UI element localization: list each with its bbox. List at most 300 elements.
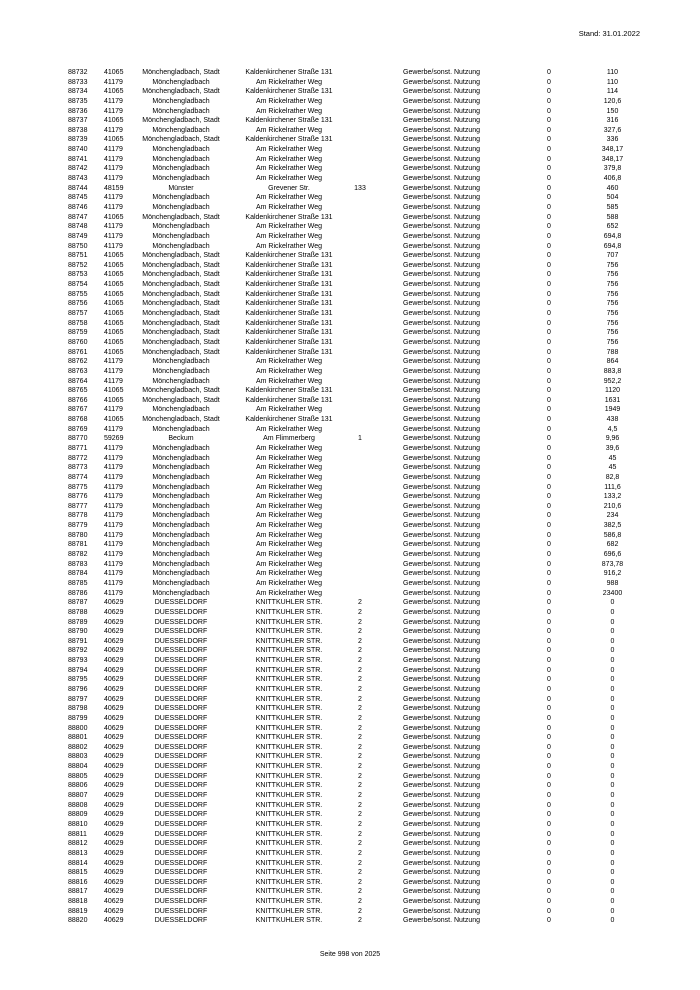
house-number-cell: 2 bbox=[358, 618, 362, 626]
city-cell: Mönchengladbach, Stadt bbox=[142, 252, 220, 260]
row-id-cell: 88743 bbox=[68, 175, 88, 183]
amount-cell: 379,8 bbox=[603, 165, 622, 173]
house-number-cell: 2 bbox=[358, 743, 362, 751]
house-number-cell: 2 bbox=[358, 599, 362, 607]
postal-code-cell: 41179 bbox=[104, 358, 123, 366]
house-number-cell: 2 bbox=[358, 849, 362, 857]
city-cell: Mönchengladbach bbox=[152, 589, 210, 597]
city-cell: DUESSELDORF bbox=[154, 743, 208, 751]
amount-cell: 0 bbox=[610, 763, 615, 771]
postal-code-cell: 41179 bbox=[104, 107, 123, 115]
city-cell: DUESSELDORF bbox=[154, 666, 208, 674]
zero-value-cell: 0 bbox=[547, 146, 551, 154]
postal-code-cell: 41179 bbox=[104, 203, 123, 211]
street-cell: Kaldenkirchener Straße 131 bbox=[245, 69, 333, 76]
amount-cell: 327,6 bbox=[603, 126, 622, 134]
street-cell: Kaldenkirchener Straße 131 bbox=[245, 271, 333, 279]
row-id-cell: 88761 bbox=[68, 348, 88, 356]
row-id-cell: 88795 bbox=[68, 676, 88, 684]
usage-cell: Gewerbe/sonst. Nutzung bbox=[403, 310, 481, 318]
zero-value-cell: 0 bbox=[547, 570, 551, 578]
street-cell: Am Rickelrather Weg bbox=[255, 570, 322, 578]
zero-value-cell: 0 bbox=[547, 830, 551, 838]
table-row bbox=[0, 164, 700, 174]
row-id-cell: 88760 bbox=[68, 338, 88, 346]
amount-cell: 504 bbox=[606, 194, 619, 202]
postal-code-cell: 41065 bbox=[104, 136, 124, 144]
table-row bbox=[0, 579, 700, 589]
street-cell: Am Rickelrather Weg bbox=[255, 493, 322, 501]
postal-code-cell: 40629 bbox=[104, 898, 124, 906]
row-id-cell: 88792 bbox=[68, 647, 88, 655]
usage-cell: Gewerbe/sonst. Nutzung bbox=[403, 907, 481, 915]
postal-code-cell: 41179 bbox=[104, 464, 123, 472]
amount-cell: 0 bbox=[610, 801, 615, 809]
usage-cell: Gewerbe/sonst. Nutzung bbox=[403, 406, 481, 414]
zero-value-cell: 0 bbox=[547, 319, 551, 327]
zero-value-cell: 0 bbox=[547, 107, 551, 115]
postal-code-cell: 40629 bbox=[104, 676, 124, 684]
street-cell: KNITTKUHLER STR. bbox=[255, 666, 323, 674]
city-cell: Mönchengladbach bbox=[152, 406, 210, 414]
house-number-cell: 2 bbox=[358, 695, 362, 703]
amount-cell: 82,8 bbox=[605, 473, 620, 481]
row-id-cell: 88749 bbox=[68, 232, 88, 240]
postal-code-cell: 40629 bbox=[104, 763, 124, 771]
postal-code-cell: 40629 bbox=[104, 753, 124, 761]
row-id-cell: 88751 bbox=[68, 252, 88, 260]
row-id-cell: 88773 bbox=[68, 464, 88, 472]
zero-value-cell: 0 bbox=[547, 772, 551, 780]
table-row bbox=[0, 646, 700, 656]
zero-value-cell: 0 bbox=[547, 840, 551, 848]
row-id-cell: 88734 bbox=[68, 88, 88, 96]
street-cell: KNITTKUHLER STR. bbox=[255, 888, 323, 896]
city-cell: DUESSELDORF bbox=[154, 618, 208, 626]
usage-cell: Gewerbe/sonst. Nutzung bbox=[403, 898, 481, 906]
city-cell: DUESSELDORF bbox=[154, 772, 208, 780]
city-cell: Münster bbox=[168, 184, 194, 192]
amount-cell: 110 bbox=[606, 69, 619, 76]
zero-value-cell: 0 bbox=[547, 203, 551, 211]
street-cell: Am Rickelrather Weg bbox=[255, 541, 322, 549]
city-cell: Mönchengladbach bbox=[152, 155, 210, 163]
street-cell: KNITTKUHLER STR. bbox=[255, 849, 323, 857]
amount-cell: 1120 bbox=[604, 387, 621, 395]
usage-cell: Gewerbe/sonst. Nutzung bbox=[403, 531, 481, 539]
zero-value-cell: 0 bbox=[547, 184, 551, 192]
table-row bbox=[0, 386, 700, 396]
postal-code-cell: 41179 bbox=[104, 560, 123, 568]
amount-cell: 0 bbox=[610, 705, 615, 713]
usage-cell: Gewerbe/sonst. Nutzung bbox=[403, 820, 481, 828]
postal-code-cell: 40629 bbox=[104, 792, 124, 800]
table-row bbox=[0, 502, 700, 512]
usage-cell: Gewerbe/sonst. Nutzung bbox=[403, 801, 481, 809]
table-row bbox=[0, 155, 700, 165]
zero-value-cell: 0 bbox=[547, 338, 551, 346]
zero-value-cell: 0 bbox=[547, 444, 551, 452]
row-id-cell: 88765 bbox=[68, 387, 88, 395]
street-cell: KNITTKUHLER STR. bbox=[255, 676, 323, 684]
amount-cell: 0 bbox=[610, 657, 615, 665]
city-cell: DUESSELDORF bbox=[154, 917, 208, 925]
postal-code-cell: 40629 bbox=[104, 917, 124, 925]
row-id-cell: 88754 bbox=[68, 281, 88, 289]
street-cell: Am Rickelrather Weg bbox=[255, 175, 322, 183]
row-id-cell: 88738 bbox=[68, 126, 88, 134]
usage-cell: Gewerbe/sonst. Nutzung bbox=[403, 628, 481, 636]
amount-cell: 0 bbox=[610, 637, 615, 645]
city-cell: Mönchengladbach, Stadt bbox=[142, 117, 220, 125]
city-cell: Mönchengladbach bbox=[152, 146, 210, 154]
usage-cell: Gewerbe/sonst. Nutzung bbox=[403, 242, 481, 250]
postal-code-cell: 40629 bbox=[104, 695, 124, 703]
usage-cell: Gewerbe/sonst. Nutzung bbox=[403, 772, 481, 780]
city-cell: Mönchengladbach bbox=[152, 242, 210, 250]
city-cell: Mönchengladbach, Stadt bbox=[142, 396, 220, 404]
row-id-cell: 88766 bbox=[68, 396, 88, 404]
amount-cell: 0 bbox=[610, 840, 615, 848]
house-number-cell: 2 bbox=[358, 811, 362, 819]
row-id-cell: 88784 bbox=[68, 570, 88, 578]
zero-value-cell: 0 bbox=[547, 348, 551, 356]
table-row bbox=[0, 695, 700, 705]
usage-cell: Gewerbe/sonst. Nutzung bbox=[403, 155, 481, 163]
postal-code-cell: 41179 bbox=[104, 377, 123, 385]
row-id-cell: 88810 bbox=[68, 820, 88, 828]
street-cell: KNITTKUHLER STR. bbox=[255, 657, 323, 665]
postal-code-cell: 40629 bbox=[104, 647, 124, 655]
street-cell: Kaldenkirchener Straße 131 bbox=[245, 416, 333, 424]
postal-code-cell: 41179 bbox=[104, 406, 123, 414]
street-cell: KNITTKUHLER STR. bbox=[255, 859, 323, 867]
usage-cell: Gewerbe/sonst. Nutzung bbox=[403, 213, 481, 221]
street-cell: Am Rickelrather Weg bbox=[255, 551, 322, 559]
table-row bbox=[0, 319, 700, 329]
usage-cell: Gewerbe/sonst. Nutzung bbox=[403, 743, 481, 751]
city-cell: Mönchengladbach bbox=[152, 165, 210, 173]
amount-cell: 150 bbox=[606, 107, 619, 115]
city-cell: DUESSELDORF bbox=[154, 907, 208, 915]
house-number-cell: 133 bbox=[354, 184, 366, 192]
zero-value-cell: 0 bbox=[547, 387, 551, 395]
usage-cell: Gewerbe/sonst. Nutzung bbox=[403, 917, 481, 925]
amount-cell: 0 bbox=[610, 695, 615, 703]
city-cell: Mönchengladbach bbox=[152, 194, 210, 202]
zero-value-cell: 0 bbox=[547, 165, 551, 173]
house-number-cell: 2 bbox=[358, 859, 362, 867]
street-cell: KNITTKUHLER STR. bbox=[255, 830, 323, 838]
table-row bbox=[0, 261, 700, 271]
postal-code-cell: 41179 bbox=[104, 78, 123, 86]
table-row bbox=[0, 685, 700, 695]
zero-value-cell: 0 bbox=[547, 242, 551, 250]
usage-cell: Gewerbe/sonst. Nutzung bbox=[403, 541, 481, 549]
postal-code-cell: 41179 bbox=[104, 589, 123, 597]
table-row bbox=[0, 656, 700, 666]
usage-cell: Gewerbe/sonst. Nutzung bbox=[403, 830, 481, 838]
house-number-cell: 2 bbox=[358, 647, 362, 655]
street-cell: KNITTKUHLER STR. bbox=[255, 898, 323, 906]
table-row bbox=[0, 531, 700, 541]
street-cell: Am Rickelrather Weg bbox=[255, 589, 322, 597]
amount-cell: 348,17 bbox=[601, 155, 624, 163]
amount-cell: 9,96 bbox=[605, 435, 620, 443]
city-cell: DUESSELDORF bbox=[154, 637, 208, 645]
house-number-cell: 2 bbox=[358, 898, 362, 906]
amount-cell: 133,2 bbox=[603, 493, 622, 501]
row-id-cell: 88774 bbox=[68, 473, 88, 481]
usage-cell: Gewerbe/sonst. Nutzung bbox=[403, 78, 481, 86]
house-number-cell: 2 bbox=[358, 666, 362, 674]
amount-cell: 694,8 bbox=[603, 232, 622, 240]
row-id-cell: 88755 bbox=[68, 290, 88, 298]
street-cell: Am Rickelrather Weg bbox=[255, 107, 322, 115]
postal-code-cell: 59269 bbox=[104, 435, 124, 443]
usage-cell: Gewerbe/sonst. Nutzung bbox=[403, 878, 481, 886]
postal-code-cell: 40629 bbox=[104, 628, 124, 636]
amount-cell: 0 bbox=[610, 647, 615, 655]
amount-cell: 756 bbox=[606, 290, 619, 298]
zero-value-cell: 0 bbox=[547, 628, 551, 636]
table-row bbox=[0, 213, 700, 223]
street-cell: Am Rickelrather Weg bbox=[255, 560, 322, 568]
table-row bbox=[0, 839, 700, 849]
city-cell: Mönchengladbach, Stadt bbox=[142, 290, 220, 298]
row-id-cell: 88741 bbox=[68, 155, 88, 163]
row-id-cell: 88808 bbox=[68, 801, 88, 809]
zero-value-cell: 0 bbox=[547, 878, 551, 886]
table-row bbox=[0, 859, 700, 869]
row-id-cell: 88737 bbox=[68, 117, 88, 125]
zero-value-cell: 0 bbox=[547, 78, 551, 86]
table-row bbox=[0, 849, 700, 859]
postal-code-cell: 40629 bbox=[104, 830, 124, 838]
zero-value-cell: 0 bbox=[547, 869, 551, 877]
street-cell: KNITTKUHLER STR. bbox=[255, 878, 323, 886]
usage-cell: Gewerbe/sonst. Nutzung bbox=[403, 252, 481, 260]
zero-value-cell: 0 bbox=[547, 686, 551, 693]
usage-cell: Gewerbe/sonst. Nutzung bbox=[403, 444, 481, 452]
city-cell: DUESSELDORF bbox=[154, 599, 208, 607]
house-number-cell: 2 bbox=[358, 637, 362, 645]
street-cell: KNITTKUHLER STR. bbox=[255, 743, 323, 751]
street-cell: KNITTKUHLER STR. bbox=[255, 599, 323, 607]
zero-value-cell: 0 bbox=[547, 551, 551, 559]
usage-cell: Gewerbe/sonst. Nutzung bbox=[403, 502, 481, 510]
amount-cell: 1949 bbox=[604, 406, 621, 414]
amount-cell: 39,6 bbox=[605, 444, 620, 452]
city-cell: DUESSELDORF bbox=[154, 840, 208, 848]
city-cell: Mönchengladbach bbox=[152, 107, 210, 115]
row-id-cell: 88777 bbox=[68, 502, 88, 510]
postal-code-cell: 41179 bbox=[104, 531, 123, 539]
zero-value-cell: 0 bbox=[547, 300, 551, 308]
usage-cell: Gewerbe/sonst. Nutzung bbox=[403, 358, 481, 366]
amount-cell: 0 bbox=[610, 907, 615, 915]
usage-cell: Gewerbe/sonst. Nutzung bbox=[403, 618, 481, 626]
zero-value-cell: 0 bbox=[547, 502, 551, 510]
postal-code-cell: 41065 bbox=[104, 310, 124, 318]
table-row bbox=[0, 222, 700, 232]
zero-value-cell: 0 bbox=[547, 705, 551, 713]
usage-cell: Gewerbe/sonst. Nutzung bbox=[403, 589, 481, 597]
city-cell: DUESSELDORF bbox=[154, 898, 208, 906]
postal-code-cell: 41065 bbox=[104, 261, 124, 269]
row-id-cell: 88740 bbox=[68, 146, 88, 154]
street-cell: Am Rickelrather Weg bbox=[255, 78, 322, 86]
usage-cell: Gewerbe/sonst. Nutzung bbox=[403, 859, 481, 867]
house-number-cell: 2 bbox=[358, 676, 362, 684]
usage-cell: Gewerbe/sonst. Nutzung bbox=[403, 560, 481, 568]
row-id-cell: 88733 bbox=[68, 78, 88, 86]
house-number-cell: 1 bbox=[358, 435, 362, 443]
usage-cell: Gewerbe/sonst. Nutzung bbox=[403, 637, 481, 645]
usage-cell: Gewerbe/sonst. Nutzung bbox=[403, 271, 481, 279]
zero-value-cell: 0 bbox=[547, 396, 551, 404]
street-cell: KNITTKUHLER STR. bbox=[255, 705, 323, 713]
amount-cell: 694,8 bbox=[603, 242, 622, 250]
usage-cell: Gewerbe/sonst. Nutzung bbox=[403, 647, 481, 655]
amount-cell: 682 bbox=[606, 541, 619, 549]
amount-cell: 883,8 bbox=[603, 367, 622, 375]
table-row bbox=[0, 878, 700, 888]
table-row bbox=[0, 907, 700, 917]
table-row bbox=[0, 608, 700, 618]
street-cell: Am Rickelrather Weg bbox=[255, 155, 322, 163]
row-id-cell: 88739 bbox=[68, 136, 88, 144]
table-row bbox=[0, 425, 700, 435]
postal-code-cell: 41179 bbox=[104, 165, 123, 173]
usage-cell: Gewerbe/sonst. Nutzung bbox=[403, 203, 481, 211]
zero-value-cell: 0 bbox=[547, 136, 551, 144]
zero-value-cell: 0 bbox=[547, 126, 551, 134]
house-number-cell: 2 bbox=[358, 724, 362, 732]
table-row bbox=[0, 193, 700, 203]
amount-cell: 0 bbox=[610, 686, 615, 693]
usage-cell: Gewerbe/sonst. Nutzung bbox=[403, 329, 481, 337]
zero-value-cell: 0 bbox=[547, 213, 551, 221]
zero-value-cell: 0 bbox=[547, 290, 551, 298]
house-number-cell: 2 bbox=[358, 608, 362, 616]
street-cell: Am Rickelrather Weg bbox=[255, 146, 322, 154]
usage-cell: Gewerbe/sonst. Nutzung bbox=[403, 840, 481, 848]
street-cell: Am Rickelrather Weg bbox=[255, 454, 322, 462]
street-cell: KNITTKUHLER STR. bbox=[255, 772, 323, 780]
city-cell: Mönchengladbach bbox=[152, 97, 210, 105]
zero-value-cell: 0 bbox=[547, 69, 551, 76]
city-cell: Mönchengladbach bbox=[152, 551, 210, 559]
city-cell: DUESSELDORF bbox=[154, 676, 208, 684]
row-id-cell: 88785 bbox=[68, 579, 88, 587]
street-cell: Am Rickelrather Weg bbox=[255, 531, 322, 539]
row-id-cell: 88818 bbox=[68, 898, 88, 906]
amount-cell: 45 bbox=[608, 464, 617, 472]
usage-cell: Gewerbe/sonst. Nutzung bbox=[403, 483, 481, 491]
postal-code-cell: 41179 bbox=[104, 493, 123, 501]
street-cell: Am Rickelrather Weg bbox=[255, 358, 322, 366]
postal-code-cell: 48159 bbox=[104, 184, 124, 192]
postal-code-cell: 41065 bbox=[104, 88, 124, 96]
table-row bbox=[0, 280, 700, 290]
table-row bbox=[0, 232, 700, 242]
postal-code-cell: 41179 bbox=[104, 146, 123, 154]
street-cell: Am Rickelrather Weg bbox=[255, 165, 322, 173]
zero-value-cell: 0 bbox=[547, 435, 551, 443]
usage-cell: Gewerbe/sonst. Nutzung bbox=[403, 464, 481, 472]
zero-value-cell: 0 bbox=[547, 155, 551, 163]
zero-value-cell: 0 bbox=[547, 88, 551, 96]
row-id-cell: 88819 bbox=[68, 907, 88, 915]
usage-cell: Gewerbe/sonst. Nutzung bbox=[403, 117, 481, 125]
postal-code-cell: 41179 bbox=[104, 425, 123, 433]
city-cell: Mönchengladbach, Stadt bbox=[142, 300, 220, 308]
zero-value-cell: 0 bbox=[547, 618, 551, 626]
house-number-cell: 2 bbox=[358, 907, 362, 915]
amount-cell: 0 bbox=[610, 666, 615, 674]
zero-value-cell: 0 bbox=[547, 261, 551, 269]
zero-value-cell: 0 bbox=[547, 117, 551, 125]
row-id-cell: 88788 bbox=[68, 608, 88, 616]
table-row bbox=[0, 916, 700, 926]
house-number-cell: 2 bbox=[358, 830, 362, 838]
street-cell: Am Rickelrather Weg bbox=[255, 522, 322, 530]
row-id-cell: 88758 bbox=[68, 319, 88, 327]
street-cell: Kaldenkirchener Straße 131 bbox=[245, 252, 333, 260]
usage-cell: Gewerbe/sonst. Nutzung bbox=[403, 888, 481, 896]
zero-value-cell: 0 bbox=[547, 175, 551, 183]
usage-cell: Gewerbe/sonst. Nutzung bbox=[403, 570, 481, 578]
city-cell: Mönchengladbach, Stadt bbox=[142, 261, 220, 269]
street-cell: KNITTKUHLER STR. bbox=[255, 628, 323, 636]
postal-code-cell: 41179 bbox=[104, 473, 123, 481]
city-cell: DUESSELDORF bbox=[154, 608, 208, 616]
row-id-cell: 88764 bbox=[68, 377, 88, 385]
row-id-cell: 88807 bbox=[68, 792, 88, 800]
city-cell: Mönchengladbach bbox=[152, 232, 210, 240]
table-row bbox=[0, 145, 700, 155]
table-row bbox=[0, 637, 700, 647]
table-row bbox=[0, 897, 700, 907]
table-row bbox=[0, 97, 700, 107]
city-cell: Mönchengladbach bbox=[152, 203, 210, 211]
table-row bbox=[0, 560, 700, 570]
table-row bbox=[0, 521, 700, 531]
table-row bbox=[0, 78, 700, 88]
street-cell: Am Rickelrather Weg bbox=[255, 126, 322, 134]
city-cell: DUESSELDORF bbox=[154, 724, 208, 732]
table-row bbox=[0, 242, 700, 252]
usage-cell: Gewerbe/sonst. Nutzung bbox=[403, 849, 481, 857]
zero-value-cell: 0 bbox=[547, 849, 551, 857]
postal-code-cell: 41065 bbox=[104, 338, 124, 346]
postal-code-cell: 40629 bbox=[104, 637, 124, 645]
row-id-cell: 88775 bbox=[68, 483, 88, 491]
table-row bbox=[0, 357, 700, 367]
table-row bbox=[0, 666, 700, 676]
city-cell: Mönchengladbach bbox=[152, 560, 210, 568]
table-row bbox=[0, 781, 700, 791]
usage-cell: Gewerbe/sonst. Nutzung bbox=[403, 435, 481, 443]
table-row bbox=[0, 126, 700, 136]
house-number-cell: 2 bbox=[358, 878, 362, 886]
city-cell: DUESSELDORF bbox=[154, 705, 208, 713]
city-cell: DUESSELDORF bbox=[154, 830, 208, 838]
row-id-cell: 88772 bbox=[68, 454, 88, 462]
street-cell: Am Rickelrather Weg bbox=[255, 483, 322, 491]
amount-cell: 23400 bbox=[602, 589, 623, 597]
